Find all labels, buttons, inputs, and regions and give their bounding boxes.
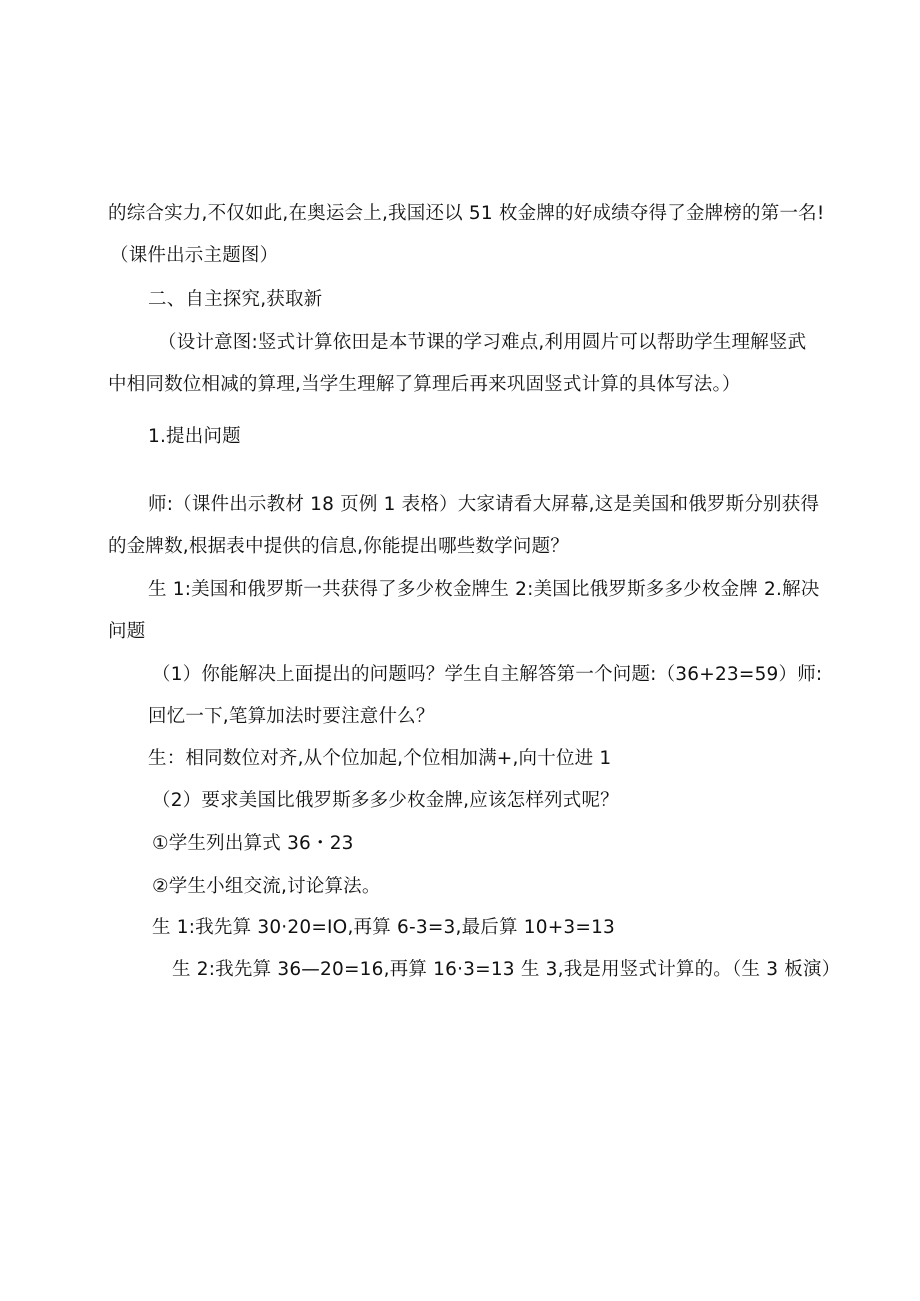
text-line-7: 师:（课件出示教材 18 页例 1 表格）大家请看大屏幕,这是美国和俄罗斯分别获得 xyxy=(148,494,820,515)
text-line-18: 生 2:我先算 36—20=16,再算 16·3=13 生 3,我是用竖式计算的。（生 3 板演） xyxy=(172,959,841,980)
section-heading: 二、自主探究,获取新 xyxy=(148,289,323,310)
text-line-10: 问题 xyxy=(108,621,146,642)
text-line-5: 中相同数位相减的算理,当学生理解了算理后再来巩固竖式计算的具体写法。） xyxy=(108,374,741,395)
text-line-4: （设计意图:竖式计算依田是本节课的学习难点,利用圆片可以帮助学生理解竖武 xyxy=(158,332,807,353)
text-line-2: （课件出示主题图） xyxy=(110,245,279,266)
text-line-13: 生：相同数位对齐,从个位加起,个位相加满+,向十位进 1 xyxy=(148,748,612,769)
text-line-15: ①学生列出算式 36・23 xyxy=(152,833,354,854)
text-line-11: （1）你能解决上面提出的问题吗？学生自主解答第一个问题:（36+23=59）师: xyxy=(152,664,823,685)
subsection-heading-1: 1.提出问题 xyxy=(148,426,241,447)
text-line-9: 生 1:美国和俄罗斯一共获得了多少枚金牌生 2:美国比俄罗斯多多少枚金牌 2.解决 xyxy=(148,579,820,600)
text-line-17: 生 1:我先算 30·20=IO,再算 6-3=3,最后算 10+3=13 xyxy=(152,917,616,938)
text-line-12: 回忆一下,笔算加法时要注意什么？ xyxy=(148,706,435,727)
text-line-16: ②学生小组交流,讨论算法。 xyxy=(152,876,381,897)
text-line-1: 的综合实力,不仅如此,在奥运会上,我国还以 51 枚金牌的好成绩夺得了金牌榜的第一名! xyxy=(108,203,825,224)
text-line-8: 的金牌数,根据表中提供的信息,你能提出哪些数学问题？ xyxy=(108,536,569,557)
text-line-14: （2）要求美国比俄罗斯多多少枚金牌,应该怎样列式呢？ xyxy=(152,790,619,811)
